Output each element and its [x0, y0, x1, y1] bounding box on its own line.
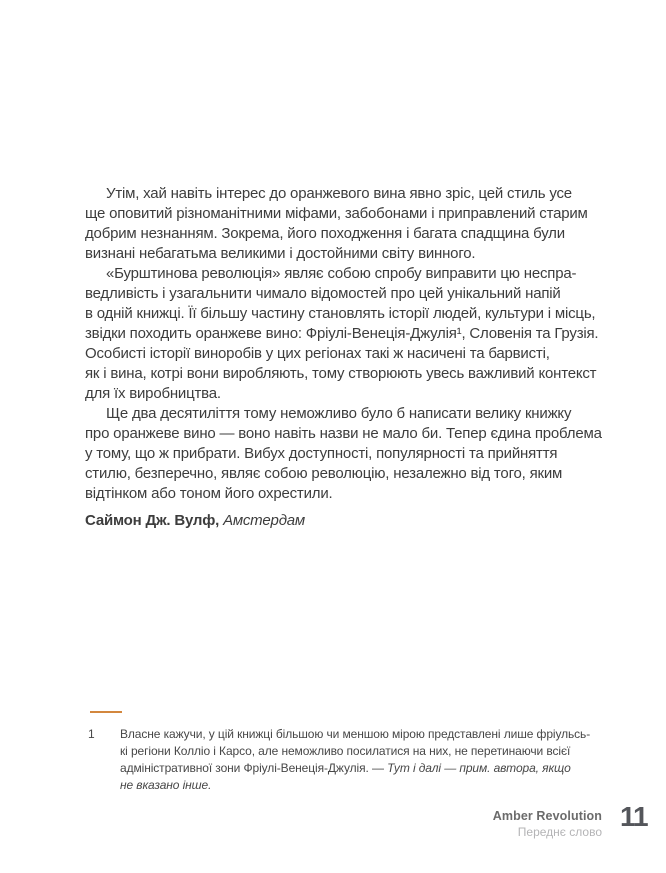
author-location: Амстердам — [223, 512, 306, 529]
footnote-line: Власне кажучи, у цій книжці більшою чи меншою мірою представлені лише фріульсь- — [120, 727, 591, 741]
footnote-text — [120, 726, 605, 794]
author-name: Саймон Дж. Вулф, — [85, 512, 220, 529]
text-line: ведливість і узагальнити чимало відомостей про цей унікальний напій — [85, 285, 561, 302]
footer-book-title: Amber Revolution — [492, 809, 602, 823]
text-line: Особисті історії виноробів у цих регіонах такі ж насичені та барвисті, — [85, 345, 550, 362]
text-line: ще оповитий різноманітними міфами, забобонами і приправлений старим — [85, 205, 588, 222]
text-line: добрим незнанням. Зокрема, його походження і багата спадщина були — [85, 225, 565, 242]
footer-running-title — [493, 810, 602, 838]
paragraph-3 — [85, 404, 602, 504]
text-line: визнані небагатьма великими і достойними світу винного. — [85, 245, 476, 262]
text-line: як і вина, котрі вони виробляють, тому створюють увесь важливий контекст — [85, 365, 597, 382]
body-text-block — [85, 184, 602, 504]
footer-chapter-title: Переднє слово — [517, 824, 602, 839]
text-line: для їх виробництва. — [85, 385, 221, 402]
text-line: стилю, безперечно, являє собою революцію, незалежно від того, яким — [85, 465, 563, 482]
text-line: Утім, хай навіть інтерес до оранжевого вина явно зріс, цей стиль усе — [106, 185, 572, 202]
footnote-line-normal-part: адміністративної зони Фріулі-Венеція-Джулія. — — [120, 761, 388, 775]
text-line: в одній книжці. Її більшу частину становлять історії людей, культури і місць, — [85, 305, 596, 322]
author-signature — [85, 512, 305, 529]
paragraph-1 — [85, 184, 590, 264]
paragraph-2 — [85, 264, 599, 404]
text-line: відтінком або тоном його охрестили. — [85, 485, 333, 502]
footnote-line — [120, 760, 605, 777]
text-line: Ще два десятиліття тому неможливо було б написати велику книжку — [106, 405, 572, 422]
footnote-line-italic-part: Тут і далі — прим. автора, якщо — [387, 761, 571, 775]
footnote — [85, 726, 605, 794]
text-line: «Бурштинова революція» являє собою спробу виправити цю неспра- — [106, 265, 577, 282]
footnote-line: не вказано інше. — [120, 778, 212, 792]
text-line-with-footnote-ref: звідки походить оранжеве вино: Фріулі-Венеція-Джулія¹, Словенія та Грузія. — [85, 325, 599, 342]
text-line: у тому, що ж прибрати. Вибух доступності, популярності та прийняття — [85, 445, 558, 462]
page-number: 11 — [620, 801, 648, 832]
text-line: про оранжеве вино — воно навіть назви не мало би. Тепер єдина проблема — [85, 425, 602, 442]
footnote-number: 1 — [88, 727, 95, 741]
footnote-line: кі регіони Колліо і Карсо, але неможливо посилатися на них, не перетинаючи всієї — [120, 744, 571, 758]
footnote-divider — [90, 711, 122, 713]
